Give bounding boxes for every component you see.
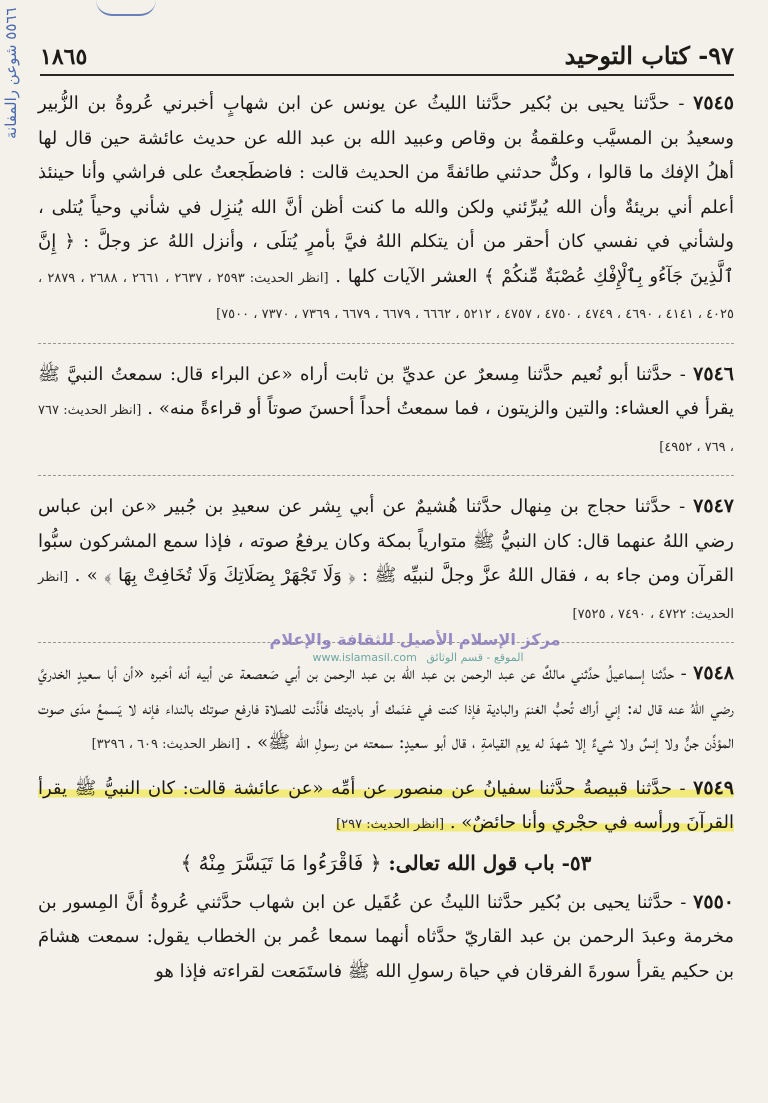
hadith-text: - حدَّثنا يحيى بن بُكير حدَّثنا الليثُ عن عُقَيل عن ابن شهاب حدَّثني عُروةُ أنَّ المِسور بن مخرمة وعبدَ الرحمن بن عبد القاريّ حدَّثاه أنهما سمعا عُمر بن الخطاب يقول: سمعت هشامَ بن حكيم يقرأ سورةَ الفرقان في حياة رسولِ الله ﷺ فاستَمَعت لقراءته فإذا هو	[38, 891, 734, 982]
hadith-text: - حدَّثنا إسماعيلُ حدَّثني مالكٌ عن عبد الرحمن بن عبد الله بن عبد الرحمن بن أبي صَعصعة عن أبيه أنه أخبره «أن أبا سعيدٍ الخدريَّ رضي اللهُ عنه قال له: إني أراك تُحبُّ الغنمَ والبادية فإذا كنت في غنَمك أو باديتك فأذَّنت للصلاة فارفع صوتك بالنداء فإنه لا يَسمعُ مدَى صوت المؤذِّن جنٌّ ولا إنسٌ ولا شيءٌ إلا شهدَ له يوم القيامةِ ، قال أبو سعيدٍ: سمعته من رسولِ الله ﷺ» .	[38, 663, 734, 753]
hadith-7547	[38, 489, 734, 632]
hadith-text: - حدَّثنا حجاج بن مِنهال حدَّثنا هُشيمٌ عن أبي بِشر عن سعيدِ بن جُبير «عن ابن عباس رضي اللهُ عنهما قال: كان النبيُّ ﷺ متوارياً بمكة وكان يرفعُ صوته ، فإذا سمع المشركون سبُّوا القرآن ومن جاء به ، فقال اللهُ عزَّ وجلَّ لنبيِّه ﷺ : ﴿ وَلَا تَجْهَرْ بِصَلَاتِكَ وَلَا تُخَافِتْ بِهَا ﴾ » .	[38, 496, 734, 586]
hadith-number: ٧٥٤٦	[693, 362, 734, 385]
divider	[38, 343, 734, 345]
highlighted-passage	[38, 778, 734, 834]
divider	[38, 475, 734, 477]
page-header	[40, 30, 734, 76]
hadith-reference: [انظر الحديث: ٢٩٧]	[336, 817, 445, 832]
hadith-reference: [انظر الحديث: ٢٥٩٣ ، ٢٦٣٧ ، ٢٦٦١ ، ٢٦٨٨ ، ٢٨٧٩ ، ٤٠٢٥ ، ٤١٤١ ، ٤٦٩٠ ، ٤٧٤٩ ، ٤٧٥٠ ، ٤٧٥٧ ، ٥٢١٢ ، ٦٦٦٢ ، ٦٦٧٩ ، ٦٦٧٩ ، ٧٣٦٩ ، ٧٣٧٠ ، ٧٥٠٠]	[38, 270, 734, 322]
page-content	[38, 86, 734, 997]
watermark-site	[250, 651, 580, 664]
hadith-number: ٧٥٤٧	[693, 495, 734, 517]
hadith-number: ٧٥٤٨	[693, 662, 734, 684]
hadith-text: - حدَّثنا أبو نُعيم حدَّثنا مِسعرٌ عن عديِّ بن ثابت أراه «عن البراء قال: سمعتُ النبيَّ ﷺ يقرأ في العشاء: والتين والزيتون ، فما سمعتُ أحداً أحسنَ صوتاً أو قراءةً منه» .	[38, 363, 734, 419]
hadith-7549	[38, 771, 734, 843]
page-number: ١٨٦٥	[40, 44, 88, 70]
hadith-7546	[38, 357, 734, 466]
chapter-title: ٥٣- باب قول الله تعالى:	[388, 850, 592, 875]
handwritten-margin-note: ٥٥٦٦ شوعن رالمفانة	[2, 8, 20, 140]
running-title: ٩٧- كتاب التوحيد	[564, 41, 734, 70]
watermark	[250, 630, 580, 690]
hadith-reference: [انظر الحديث: ٤٧٢٢ ، ٧٤٩٠ ، ٧٥٢٥]	[38, 570, 734, 622]
pen-stroke	[96, 0, 156, 16]
chapter-quote: ﴿ فَاقْرَءُوا مَا تَيَسَّرَ مِنْهُ ﴾	[180, 850, 382, 875]
hadith-reference: [انظر الحديث: ٦٠٩ ، ٣٢٩٦]	[91, 737, 240, 752]
hadith-reference: [انظر الحديث: ٧٦٧ ، ٧٦٩ ، ٤٩٥٢]	[38, 403, 734, 455]
hadith-number: ٧٥٤٥	[693, 92, 734, 114]
hadith-7550	[38, 885, 734, 990]
hadith-text: - حدَّثنا قبيصةُ حدَّثنا سفيانُ عن منصور عن أمِّه «عن عائشة قالت: كان النبيُّ ﷺ يقرأ القرآنَ ورأسه في حجْري وأنا حائضٌ» .	[38, 777, 734, 833]
hadith-number: ٧٥٥٠	[693, 890, 734, 913]
watermark-name: مركز الإسلام الأصيل للثقافة والإعلام	[269, 630, 561, 649]
hadith-7545	[38, 86, 734, 333]
watermark-url: www.islamasil.com	[312, 651, 417, 664]
chapter-heading	[38, 851, 734, 875]
hadith-number: ٧٥٤٩	[693, 776, 734, 799]
watermark-site-label: الموقع - قسم الوثائق	[426, 651, 524, 664]
hadith-text: - حدَّثنا يحيى بن بُكير حدَّثنا الليثُ عن يونس عن ابن شهابٍ أخبرني عُروةُ بن الزُّبير وسعيدُ بن المسيَّب وعلقمةُ بن وقاص وعبيد الله بن عبد الله عن حديث عائشة حين قال لها أهلُ الإفك ما قالوا ، وكلٌّ حدثني طائفةً من الحديث قالت : فاضطَجعتُ على فراشي وأنا حينئذ أعلم أني بريئةٌ وأن الله يُبرِّئني ولكن والله ما كنت أظن أنَّ الله يُنزِل في شأني وحياً يُتلى ، ولشأني في نفسي كان أحقر من أن يتكلم اللهُ فيَّ بأمرٍ يُتلَى ، وأنزل اللهُ عز وجلَّ : ﴿ إِنَّ ٱلَّذِينَ جَآءُو بِٱلْإِفْكِ عُصْبَةٌ مِّنكُمْ ﴾ العشر الآيات كلها .	[38, 93, 734, 287]
